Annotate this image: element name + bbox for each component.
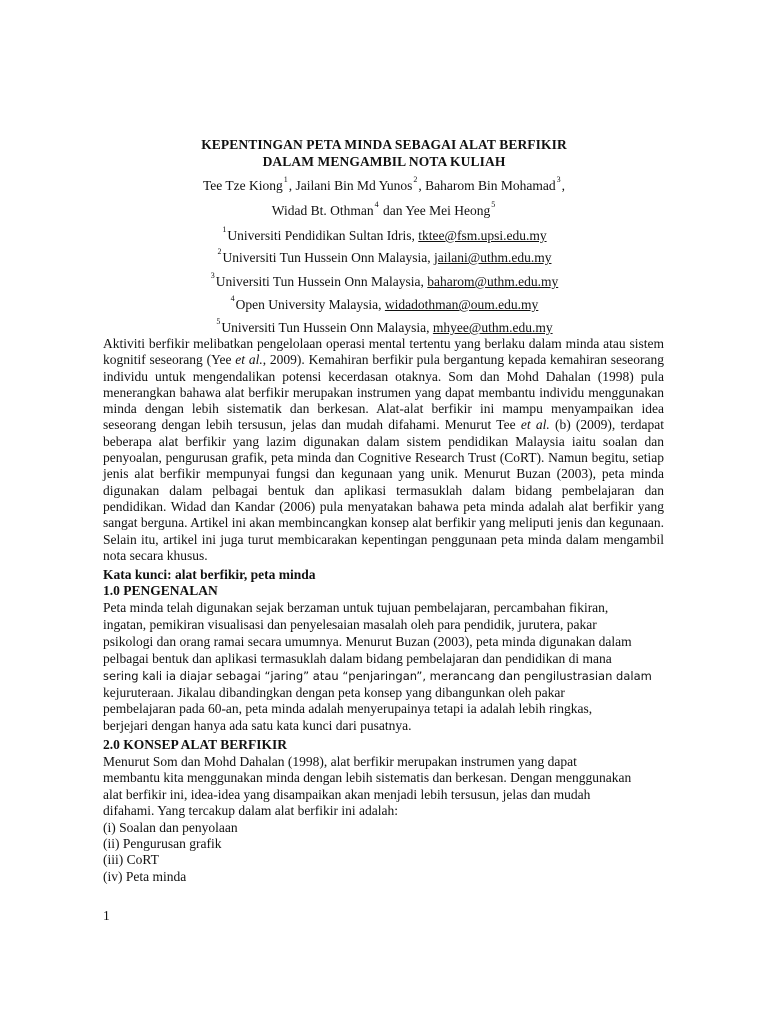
affiliation-mark: 2: [217, 247, 222, 256]
body-line: psikologi dan orang ramai secara umumnya. Menurut Buzan (2003), peta minda digunakan dalam: [103, 633, 632, 649]
body-line: sering kali ia diajar sebagai “jaring” atau “penjaringan”, merancang dan pengilustrasian dalam: [103, 668, 652, 683]
affiliation-institution: Universiti Tun Hussein Onn Malaysia,: [215, 274, 424, 289]
body-line: alat berfikir ini, idea-idea yang disampaikan akan menjadi lebih tersusun, jelas dan mudah: [103, 786, 591, 802]
affiliation-3: [0, 271, 768, 292]
abstract-text: Aktiviti berfikir melibatkan pengelolaan operasi mental tertentu yang berlaku dalam minda atau sistem kognitif seseorang (Yee: [103, 336, 664, 368]
author-name: Tee Tze Kiong: [202, 178, 283, 193]
paper-title-line-1: KEPENTINGAN PETA MINDA SEBAGAI ALAT BERFIKIR: [201, 137, 567, 152]
body-line: berjejari dengan hanya ada satu kata kunci dari pusatnya.: [103, 718, 412, 734]
author-list-line-1: Tee Tze Kiong$^1$, Jailani Bin Md Yunos$^2$, Baharom Bin Mohamad$^3$,: [202, 175, 566, 193]
affiliation-institution: Universiti Pendidikan Sultan Idris,: [227, 228, 415, 243]
affiliation-email-link[interactable]: jailani@uthm.edu.my: [434, 250, 552, 265]
author-name: Yee Mei Heong: [405, 203, 491, 218]
affiliation-4: [0, 294, 768, 315]
section-heading-pengenalan: 1.0 PENGENALAN: [103, 583, 218, 598]
section-body-pengenalan: [103, 600, 664, 735]
author-name: Widad Bt. Othman: [271, 203, 374, 218]
author-joiner: dan: [382, 203, 403, 218]
section-heading-konsep: 2.0 KONSEP ALAT BERFIKIR: [103, 737, 288, 752]
list-item: (ii) Pengurusan grafik: [103, 836, 222, 852]
affiliation-email-link[interactable]: tktee@fsm.upsi.edu.my: [418, 228, 547, 243]
section-body-konsep: [103, 754, 664, 885]
author-mark: 3: [556, 175, 561, 184]
citation-etal: et al.: [520, 417, 550, 433]
abstract-text: (b) (2009), terdapat beberapa alat berfikir yang lazim digunakan dalam sistem pendidikan Malaysia iaitu soalan dan penyoalan, pengurusan grafik, peta minda dan Cognitive Research Trust (CoRT). Namun begitu, setiap jenis alat berfikir mempunyai fungsi dan kegunaan yang unik. Menurut Buzan (2003), peta minda digunakan dalam pelbagai bentuk dan aplikasi termasuklah dalam bidang pembelajaran dan pendidikan. Widad dan Kandar (2006) pula menyatakan bahawa peta minda adalah alat berfikir yang sangat berguna. Artikel ini akan membincangkan konsep alat berfikir yang meliputi jenis dan kegunaan. Selain itu, artikel ini juga turut membicarakan kepentingan penggunaan peta minda dalam mengambil nota secara khusus.: [103, 417, 665, 563]
affiliation-institution: Universiti Tun Hussein Onn Malaysia,: [222, 250, 431, 265]
list-item: (iii) CoRT: [103, 852, 159, 868]
abstract-paragraph: [103, 336, 664, 564]
author-name: Jailani Bin Md Yunos: [295, 178, 413, 193]
list-item: (i) Soalan dan penyolaan: [103, 819, 238, 835]
affiliation-email-link[interactable]: mhyee@uthm.edu.my: [432, 320, 553, 335]
body-line: pelbagai bentuk dan aplikasi termasuklah dalam bidang pembelajaran dan pendidikan di mana: [103, 650, 612, 666]
author-mark: 1: [283, 175, 288, 184]
affiliation-institution: Universiti Tun Hussein Onn Malaysia,: [221, 320, 430, 335]
citation-etal: et al.: [235, 352, 263, 368]
author-mark: 5: [491, 200, 496, 209]
body-line: kejuruteraan. Jikalau dibandingkan dengan peta konsep yang dibangunkan oleh pakar: [103, 684, 565, 700]
list-item: (iv) Peta minda: [103, 868, 187, 884]
body-line: difahami. Yang tercakup dalam alat berfikir ini adalah:: [103, 803, 399, 819]
body-line: Peta minda telah digunakan sejak berzaman untuk tujuan pembelajaran, percambahan fikiran,: [103, 600, 609, 615]
page-number: 1: [103, 908, 110, 923]
author-mark: 2: [413, 175, 418, 184]
affiliation-mark: 4: [230, 294, 235, 303]
affiliation-1: [0, 225, 768, 246]
body-line: ingatan, pemikiran visualisasi dan penyelesaian masalah oleh para pendidik, jurutera, pakar: [103, 616, 597, 632]
affiliation-mark: 1: [222, 225, 227, 234]
author-list-line-2: [0, 200, 768, 221]
affiliation-2: [0, 247, 768, 268]
author-mark: 4: [374, 200, 379, 209]
affiliation-email-link[interactable]: widadothman@oum.edu.my: [384, 297, 539, 312]
paper-title-line-2: DALAM MENGAMBIL NOTA KULIAH: [262, 154, 506, 169]
affiliation-mark: 5: [216, 317, 221, 326]
body-line: membantu kita menggunakan minda dengan lebih sistematis dan berkesan. Dengan menggunakan: [103, 770, 632, 786]
body-line: Menurut Som dan Mohd Dahalan (1998), alat berfikir merupakan instrumen yang dapat: [103, 754, 577, 769]
body-line: pembelajaran pada 60-an, peta minda adalah menyerupainya tetapi ia adalah lebih ringkas,: [103, 701, 593, 717]
author-name: Baharom Bin Mohamad: [425, 178, 556, 193]
affiliation-institution: Open University Malaysia,: [235, 297, 382, 312]
affiliation-email-link[interactable]: baharom@uthm.edu.my: [427, 274, 559, 289]
keywords: Kata kunci: alat berfikir, peta minda: [103, 567, 316, 582]
affiliation-mark: 3: [210, 271, 215, 280]
abstract-text: , 2009). Kemahiran berfikir pula bergantung kepada kemahiran seseorang individu untuk mengendalikan potensi kecerdasan otaknya. Som dan Mohd Dahalan (1998) pula menerangkan bahawa alat berfikir merupakan instrumen yang dapat membantu individu menggunakan minda dengan lebih sistematik dan berkesan. Alat-alat berfikir ini mampu menyampaikan idea seseorang dengan lebih tersusun, jelas dan mudah difahami. Menurut Tee: [103, 352, 665, 433]
